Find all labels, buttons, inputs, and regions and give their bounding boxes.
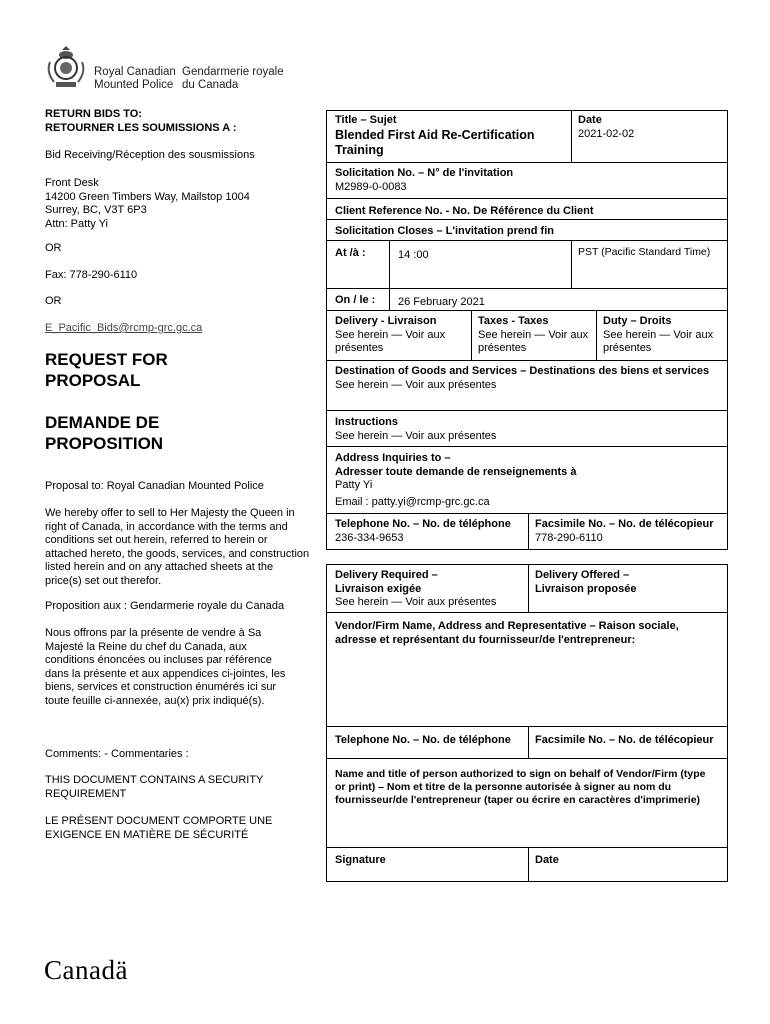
return-bids-fr: RETOURNER LES SOUMISSIONS A : bbox=[45, 121, 237, 134]
org-name-fr-line1: Gendarmerie royale bbox=[182, 66, 284, 78]
offer-text-en: We hereby offer to sell to Her Majesty the Queen in right of Canada, in accordance with the terms and conditions set out herein, referred to herein or attached hereto, the goods, services, and construction listed herein and on any attached sheets at the price(s) set out therefor. bbox=[45, 507, 310, 587]
telephone-value: 236-334-9653 bbox=[335, 531, 404, 544]
inquiries-cell bbox=[330, 449, 720, 512]
solicitation-cell bbox=[330, 164, 720, 197]
rfp-heading-line2: PROPOSAL bbox=[45, 371, 141, 390]
solicitation-label: Solicitation No. – N° de l'invitation bbox=[335, 167, 514, 179]
ddp-heading-line2: PROPOSITION bbox=[45, 434, 164, 453]
org-name-en-line1: Royal Canadian bbox=[94, 66, 176, 78]
header-logo bbox=[44, 42, 304, 92]
closing-date: 26 February 2021 bbox=[398, 296, 485, 308]
date-label: Date bbox=[578, 114, 602, 126]
delivery-offered-cell[interactable] bbox=[530, 566, 726, 599]
delivery-offered-label: Delivery Offered – bbox=[535, 569, 630, 581]
closing-time: 14 :00 bbox=[398, 249, 429, 261]
vendor-telephone-label: Telephone No. – No. de téléphone bbox=[335, 734, 511, 746]
instructions-value: See herein — Voir aux présentes bbox=[335, 429, 497, 442]
telephone-cell bbox=[330, 515, 526, 548]
date-cell bbox=[573, 111, 723, 144]
at-label: At /à : bbox=[335, 247, 366, 259]
ddp-heading bbox=[45, 412, 163, 454]
delivery-required-label: Delivery Required – bbox=[335, 569, 438, 581]
fax-number: Fax: 778-290-6110 bbox=[45, 269, 138, 281]
proposal-to: Proposal to: Royal Canadian Mounted Police bbox=[45, 480, 264, 492]
signature-date-label: Date bbox=[535, 854, 559, 866]
proposition-fr: Proposition aux : Gendarmerie royale du Canada bbox=[45, 600, 285, 612]
telephone-label: Telephone No. – No. de téléphone bbox=[335, 518, 511, 530]
org-name-fr-line2: du Canada bbox=[182, 79, 239, 91]
client-reference-label: Client Reference No. - No. De Référence du Client bbox=[335, 205, 594, 217]
taxes-value: See herein — Voir aux présentes bbox=[478, 328, 589, 354]
date-value: 2021-02-02 bbox=[578, 127, 635, 140]
facsimile-label: Facsimile No. – No. de télécopieur bbox=[535, 518, 714, 530]
signature-field[interactable] bbox=[330, 851, 526, 881]
signature-date-field[interactable] bbox=[530, 851, 726, 881]
or-separator: OR bbox=[45, 242, 62, 254]
delivery-offered-label-fr: Livraison proposée bbox=[535, 582, 637, 595]
ddp-heading-line1: DEMANDE DE bbox=[45, 413, 160, 432]
return-bids-en: RETURN BIDS TO: bbox=[45, 108, 142, 120]
facsimile-cell bbox=[530, 515, 726, 548]
vendor-name-label: Vendor/Firm Name, Address and Representative – Raison sociale, adresse et représentant du fournisseur/de l'entrepreneur: bbox=[335, 620, 679, 646]
instructions-cell bbox=[330, 413, 720, 446]
address-line: Attn: Patty Yi bbox=[45, 217, 108, 230]
return-address bbox=[45, 177, 305, 231]
duty-cell bbox=[598, 312, 726, 359]
taxes-label: Taxes - Taxes bbox=[478, 315, 549, 327]
inquiries-name: Patty Yi bbox=[335, 479, 373, 491]
inquiries-label: Address Inquiries to – bbox=[335, 452, 451, 464]
address-line: 14200 Green Timbers Way, Mailstop 1004 bbox=[45, 190, 250, 203]
timezone: PST (Pacific Standard Time) bbox=[578, 246, 711, 258]
delivery-label: Delivery - Livraison bbox=[335, 315, 437, 327]
destination-value: See herein — Voir aux présentes bbox=[335, 378, 497, 391]
security-notice-fr: LE PRÉSENT DOCUMENT COMPORTE UNE EXIGENCE EN MATIÈRE DE SÉCURITÉ bbox=[45, 815, 273, 841]
security-notice-en: THIS DOCUMENT CONTAINS A SECURITY REQUIREMENT bbox=[45, 774, 264, 800]
on-label: On / le : bbox=[335, 294, 376, 306]
vendor-facsimile-field[interactable] bbox=[530, 731, 726, 751]
destination-cell bbox=[330, 362, 720, 395]
org-name-en-line2: Mounted Police bbox=[94, 79, 174, 91]
title-value: Blended First Aid Re-Certification Training bbox=[335, 127, 535, 157]
solicitation-closes-label: Solicitation Closes – L'invitation prend fin bbox=[335, 225, 554, 237]
inquiries-email: Email : patty.yi@rcmp-grc.gc.ca bbox=[335, 495, 490, 508]
vendor-facsimile-label: Facsimile No. – No. de télécopieur bbox=[535, 734, 714, 746]
rfp-heading-line1: REQUEST FOR bbox=[45, 350, 168, 369]
duty-value: See herein — Voir aux présentes bbox=[603, 328, 714, 354]
delivery-value: See herein — Voir aux présentes bbox=[335, 328, 446, 354]
offer-text-fr: Nous offrons par la présente de vendre à Sa Majesté la Reine du chef du Canada, aux conditions énoncées ou incluses par référence dans la présente et aux appendices ci-jointes, les biens, services et construction énumérés ici sur toute feuille ci-annexée, au(x) prix indiqué(s). bbox=[45, 627, 286, 707]
vendor-name-field[interactable] bbox=[330, 617, 720, 725]
title-label: Title – Sujet bbox=[335, 114, 397, 126]
delivery-required-cell bbox=[330, 566, 526, 613]
signature-label: Signature bbox=[335, 854, 386, 866]
delivery-required-value: See herein — Voir aux présentes bbox=[335, 596, 497, 608]
address-line: Surrey, BC, V3T 6P3 bbox=[45, 204, 147, 216]
instructions-label: Instructions bbox=[335, 416, 398, 428]
delivery-cell bbox=[330, 312, 470, 359]
rcmp-crest-icon bbox=[44, 44, 88, 90]
address-line: Front Desk bbox=[45, 177, 99, 189]
facsimile-value: 778-290-6110 bbox=[535, 531, 603, 544]
email-link[interactable]: E_Pacific_Bids@rcmp-grc.gc.ca bbox=[45, 322, 203, 334]
taxes-cell bbox=[473, 312, 595, 359]
delivery-required-label-fr: Livraison exigée bbox=[335, 582, 422, 595]
bid-receiving: Bid Receiving/Réception des sousmissions bbox=[45, 149, 255, 161]
destination-label: Destination of Goods and Services – Destinations des biens et services bbox=[335, 365, 710, 377]
canada-wordmark: Canadä bbox=[44, 955, 128, 985]
inquiries-label-fr: Adresser toute demande de renseignements à bbox=[335, 465, 577, 478]
solicitation-value: M2989-0-0083 bbox=[335, 180, 407, 193]
authorized-person-label: Name and title of person authorized to sign on behalf of Vendor/Firm (type or print) – Nom et titre de la personne autorisée à signer au nom du fournisseur/de l'entrepreneur (taper ou écrire en caractères d'imprimerie) bbox=[335, 768, 706, 806]
rfp-heading bbox=[45, 349, 168, 391]
authorized-person-field[interactable] bbox=[330, 765, 715, 845]
title-cell bbox=[330, 111, 568, 161]
or-separator: OR bbox=[45, 295, 62, 307]
duty-label: Duty – Droits bbox=[603, 315, 672, 327]
comments-label: Comments: - Commentaries : bbox=[45, 748, 189, 760]
vendor-telephone-field[interactable] bbox=[330, 731, 526, 751]
